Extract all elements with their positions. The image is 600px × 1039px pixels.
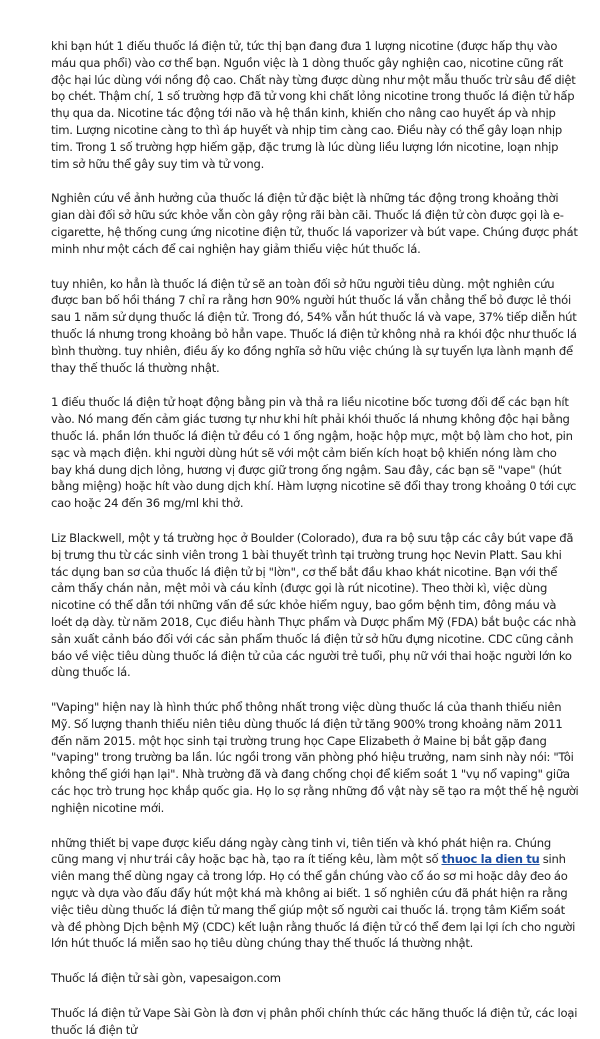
paragraph-devices-text-after: sinh viên mang thể dùng ngay cả trong lớp. Họ có thể gắn chúng vào cổ áo sơ mi hoặc dây đeo áo ngực và dựa vào đấu đẩy hút một khá mà không ai biết. 1 số nghiên cứu đã phát hiện ra rằng việc tiêu dùng thuốc lá điện tử mang thể giúp một số người cai thuốc lá. trọng tâm Kiểm soát và đề phòng Dịch bệnh Mỹ (CDC) kết luận rằng thuốc lá điện tử có thể đem lại lợi ích cho người lớn hút thuốc lá miễn sao họ tiêu dùng chúng thay thế thuốc lá thường nhật. (51, 852, 576, 951)
paragraph-research: Nghiên cứu về ảnh hưởng của thuốc lá điện tử đặc biệt là những tác động trong khoảng thời gian dài đối sở hữu sức khỏe vẫn còn gây rộng rãi bàn cãi. Thuốc lá điện tử còn được gọi là e-cigarette, hệ thống cung ứng nicotine điện tử, thuốc lá vaporizer và bút vape. Chúng được phát minh như một cách để cai nghiện hay giảm thiểu việc hút thuốc lá. (51, 191, 578, 256)
paragraph-devices-text-before: những thiết bị vape được kiểu dáng ngày càng tinh vi, tiên tiến và khó phát hiện ra. Chúng cũng mang vị như trái cây hoặc bạc hà, tạo ra ít tiếng kêu, làm một số (51, 835, 551, 867)
paragraph-safety: tuy nhiên, ko hẳn là thuốc lá điện tử sẽ an toàn đối sở hữu người tiêu dùng. một nghiên cứu được ban bố hồi tháng 7 chỉ ra rằng hơn 90% người hút thuốc lá vẫn chẳng thể bỏ được lẻ thói sau 1 năm sử dụng thuốc lá điện tử. Trong đó, 54% vẫn hút thuốc lá và vape, 37% tiếp diễn hút thuốc lá nhưng trong khoảng bỏ hẳn vape. Thuốc lá điện tử không nhả ra khói độc như thuốc lá bình thường. tuy nhiên, điều ấy ko đồng nghĩa sở hữu việc chúng là sự tuyển lựa lành mạnh để thay thế thuốc lá thường nhật. (51, 276, 577, 375)
paragraph-site-name: Thuốc lá điện tử sài gòn, vapesaigon.com (51, 971, 281, 986)
paragraph-devices (51, 835, 579, 953)
document-body (51, 38, 579, 1037)
paragraph-vaping-teens: "Vaping" hiện nay là hình thức phổ thông nhất trong việc dùng thuốc lá của thanh thiếu niên Mỹ. Số lượng thanh thiếu niên tiêu dùng thuốc lá điện tử tăng 900% trong khoảng năm 2011 đến năm 2015. một học sinh tại trường trung học Cape Elizabeth ở Maine bị bắt gặp đang "vaping" trong trường ba lần. lúc ngồi trong văn phòng phó hiệu trưởng, nam sinh này nói: "Tôi không thể giới hạn lại". Nhà trường đã và đang chống chọi để kiểm soát 1 "vụ nổ vaping" giữa các học trò trung học khắp quốc gia. Họ lo sợ rằng những đồ vật này sẽ tạo ra một thế hệ người nghiện nicotine mới. (51, 700, 579, 815)
keyword-link[interactable]: thuoc la dien tu (441, 852, 540, 867)
paragraph-liz-blackwell: Liz Blackwell, một y tá trường học ở Boulder (Colorado), đưa ra bộ sưu tập các cây bút vape đã bị trưng thu từ các sinh viên trong 1 bài thuyết trình tại trường trung học Nevin Platt. Sau khi tác dụng ban sơ của thuốc lá điện tử bị "lờn", cơ thể bắt đầu khao khát nicotine. Bạn với thể cảm thấy chán nản, mệt mỏi và cáu kỉnh (được gọi là rút nicotine). Theo thời kì, việc dùng nicotine có thể dẫn tới những vấn đề sức khỏe hiểm nguy, bao gồm bệnh tim, đông máu và loét dạ dày. từ năm 2018, Cục điều hành Thực phẩm và Dược phẩm Mỹ (FDA) bắt buộc các nhà sản xuất cảnh báo đối với các sản phẩm thuốc lá điện tử sở hữu đựng nicotine. CDC cũng cảnh báo về việc tiêu dùng thuốc lá điện tử của các người trẻ tuổi, phụ nữ với thai hoặc người lớn ko dùng thuốc lá. (51, 530, 577, 680)
paragraph-nicotine-effects: khi bạn hút 1 điếu thuốc lá điện tử, tức thị bạn đang đưa 1 lượng nicotine (được hấp thụ vào máu qua phổi) vào cơ thể bạn. Nguồn việc là 1 dòng thuốc gây nghiện cao, nicotine cũng rất độc hại lúc dùng với nồng độ cao. Chất này từng được dùng như một mẫu thuốc trừ sâu để diệt bọ chét. Thậm chí, 1 số trường hợp đã tử vong khi chất lỏng nicotine trong thuốc lá điện tử hấp thụ qua da. Nicotine tác động tới não và hệ thần kinh, khiến cho nâng cao huyết áp và nhịp tim. Lượng nicotine càng to thì áp huyết và nhịp tim càng cao. Điều này có thể gây loạn nhịp tim. Trong 1 số trường hợp hiếm gặp, đặc trưng là lúc dùng liều lượng lớn nicotine, loạn nhịp tim sở hữu thể gây suy tim và tử vong. (51, 39, 576, 171)
paragraph-how-it-works: 1 điếu thuốc lá điện tử hoạt động bằng pin và thả ra liều nicotine bốc tương đối để các bạn hít vào. Nó mang đến cảm giác tương tự như khi hít phải khói thuốc lá nhưng không độc hại bằng thuốc lá. phần lớn thuốc lá điện tử đều có 1 ống ngậm, hoặc hộp mực, một bộ làm cho hot, pin sạc và mạch điện. khi người dùng hút sẽ với một cảm biến kích hoạt bộ khiến nóng làm cho bay khá dung dịch lỏng, hương vị được giữ trong ống ngậm. Sau đây, các bạn sẽ "vape" (hút bằng miệng) hoặc hít vào dung dịch khí. Hàm lượng nicotine sẽ đổi thay trong khoảng 0 tới cực cao hoặc 24 đến 36 mg/ml khi thở. (51, 395, 577, 511)
paragraph-vape-saigon: Thuốc lá điện tử Vape Sài Gòn là đơn vị phân phối chính thức các hãng thuốc lá điện tử, các loại thuốc lá điện tử (51, 1006, 578, 1037)
